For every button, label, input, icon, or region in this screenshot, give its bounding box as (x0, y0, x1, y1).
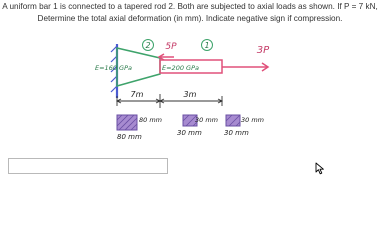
label-rod-2 (143, 40, 154, 51)
label-5p: 5P (165, 42, 177, 52)
svg-text:2: 2 (145, 41, 151, 50)
label-length-bar-1: 3m (183, 90, 197, 99)
svg-text:1: 1 (204, 41, 210, 50)
question-line-1: A uniform bar 1 is connected to a tapered rod 2. Both are subjected to axial loads as shown. If P = 7 kN, (2, 2, 378, 11)
label-section-bar-1-height-b: 30 mm (224, 129, 249, 137)
mouse-pointer-icon (315, 162, 325, 175)
label-e-bar-1: E=200 GPa (162, 64, 199, 72)
load-arrow-5p (159, 54, 174, 60)
question-line-2: Determine the total axial deformation (in mm). Indicate negative sign if compression. (37, 14, 343, 23)
load-arrow-3p (222, 63, 268, 71)
label-section-rod-2-height: 80 mm (117, 133, 142, 141)
label-section-bar-1-width-a: 30 mm (195, 116, 219, 124)
label-section-bar-1-width-b: 30 mm (241, 116, 265, 124)
label-length-rod-2: 7m (130, 90, 144, 99)
cross-section-bar-1-right (226, 115, 240, 126)
cross-section-rod-2 (117, 115, 137, 130)
label-section-bar-1-height-a: 30 mm (177, 129, 202, 137)
label-3p: 3P (256, 45, 270, 56)
label-e-rod-2: E=160 GPa (95, 64, 132, 72)
answer-input[interactable] (8, 158, 168, 174)
label-bar-1 (202, 40, 213, 51)
label-section-rod-2-width: 80 mm (139, 116, 163, 124)
